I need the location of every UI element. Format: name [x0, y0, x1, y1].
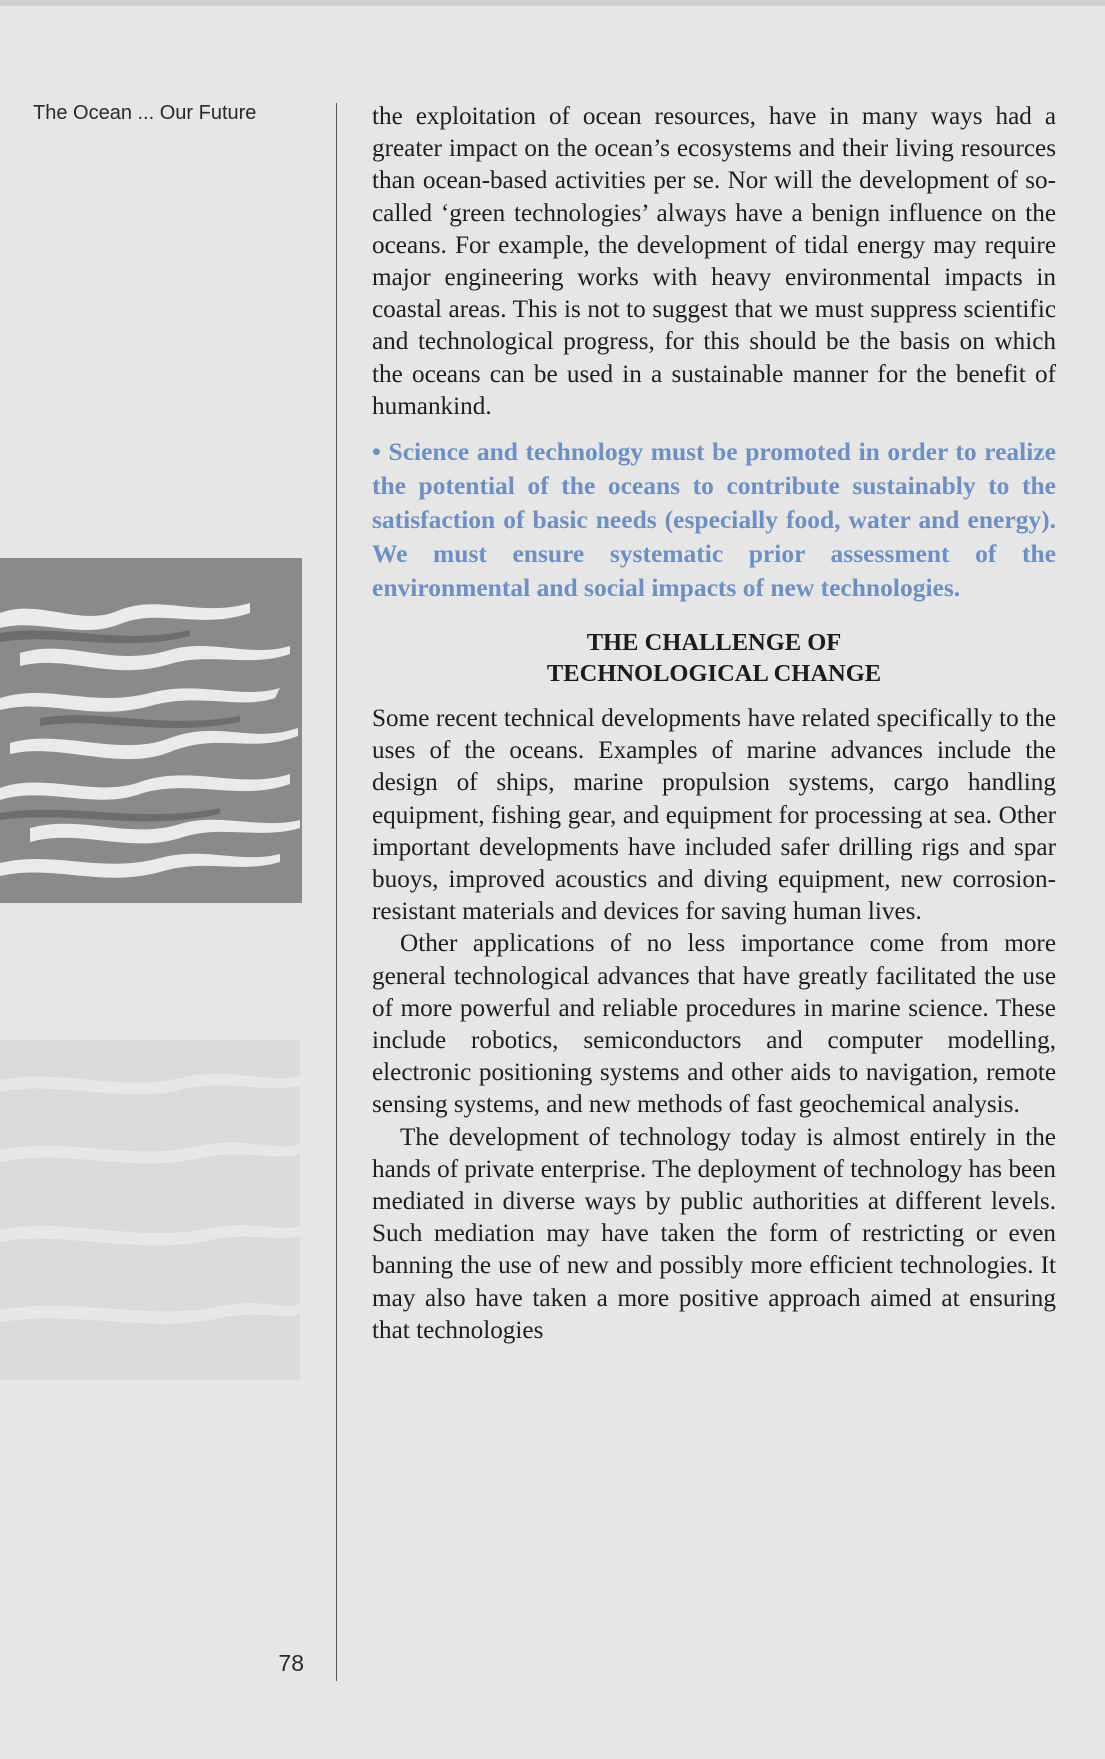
- section-heading-line-1: THE CHALLENGE OF: [586, 629, 842, 657]
- section-heading: [372, 627, 1056, 689]
- main-text-column: [372, 101, 1056, 1347]
- highlight-recommendation: [372, 435, 1056, 605]
- highlight-bullet: •: [372, 437, 381, 467]
- column-divider: [336, 103, 337, 1681]
- body-paragraph-4: The development of technology today is almost entirely in the hands of private enterprise. The deployment of technology has been mediated in diverse ways by public authorities at different levels. Such mediation may have taken the form of restricting or even banning the use of new and possibly more efficient technologies. It may also have taken a more positive approach aimed at ensuring that technologies: [372, 1123, 1056, 1344]
- running-head: The Ocean ... Our Future: [33, 102, 257, 124]
- section-heading-line-2: TECHNOLOGICAL CHANGE: [546, 660, 882, 688]
- body-paragraph-1: the exploitation of ocean resources, have in many ways had a greater impact on the ocean’s ecosystems and their living resources than ocean-based activities per se. Nor will the development of so-called ‘green technologies’ always have a benign influence on the oceans. For example, the development of tidal energy may require major engineering works with heavy environmental impacts in coastal areas. This is not to suggest that we must suppress scientific and technological progress, for this should be the basis on which the oceans can be used in a sustainable manner for the benefit of humankind.: [372, 103, 1056, 420]
- faint-ocean-photo: [0, 1040, 300, 1380]
- body-paragraph-2: Some recent technical developments have related specifically to the uses of the oceans. Examples of marine advances include the design of ships, marine propulsion systems, cargo handling equipment, fishing gear, and equipment for processing at sea. Other important developments have included safer drilling rigs and spar buoys, improved acoustics and diving equipment, new corrosion-resistant materials and devices for saving human lives.: [372, 705, 1056, 926]
- page-top-edge: [0, 0, 1105, 6]
- page-number: 78: [278, 1650, 304, 1676]
- highlight-text: Science and technology must be promoted in order to realize the potential of the oceans to contribute sustainably to the satisfaction of basic needs (especially food, water and energy). We must ensure systematic prior assessment of the environmental and social impacts of new technologies.: [372, 437, 1056, 603]
- ocean-wave-photo: [0, 558, 302, 903]
- body-paragraph-3: Other applications of no less importance come from more general technological advances that have greatly facilitated the use of more powerful and reliable procedures in marine science. These include robotics, semiconductors and computer modelling, electronic positioning systems and other aids to navigation, remote sensing systems, and new methods of fast geochemical analysis.: [372, 930, 1056, 1119]
